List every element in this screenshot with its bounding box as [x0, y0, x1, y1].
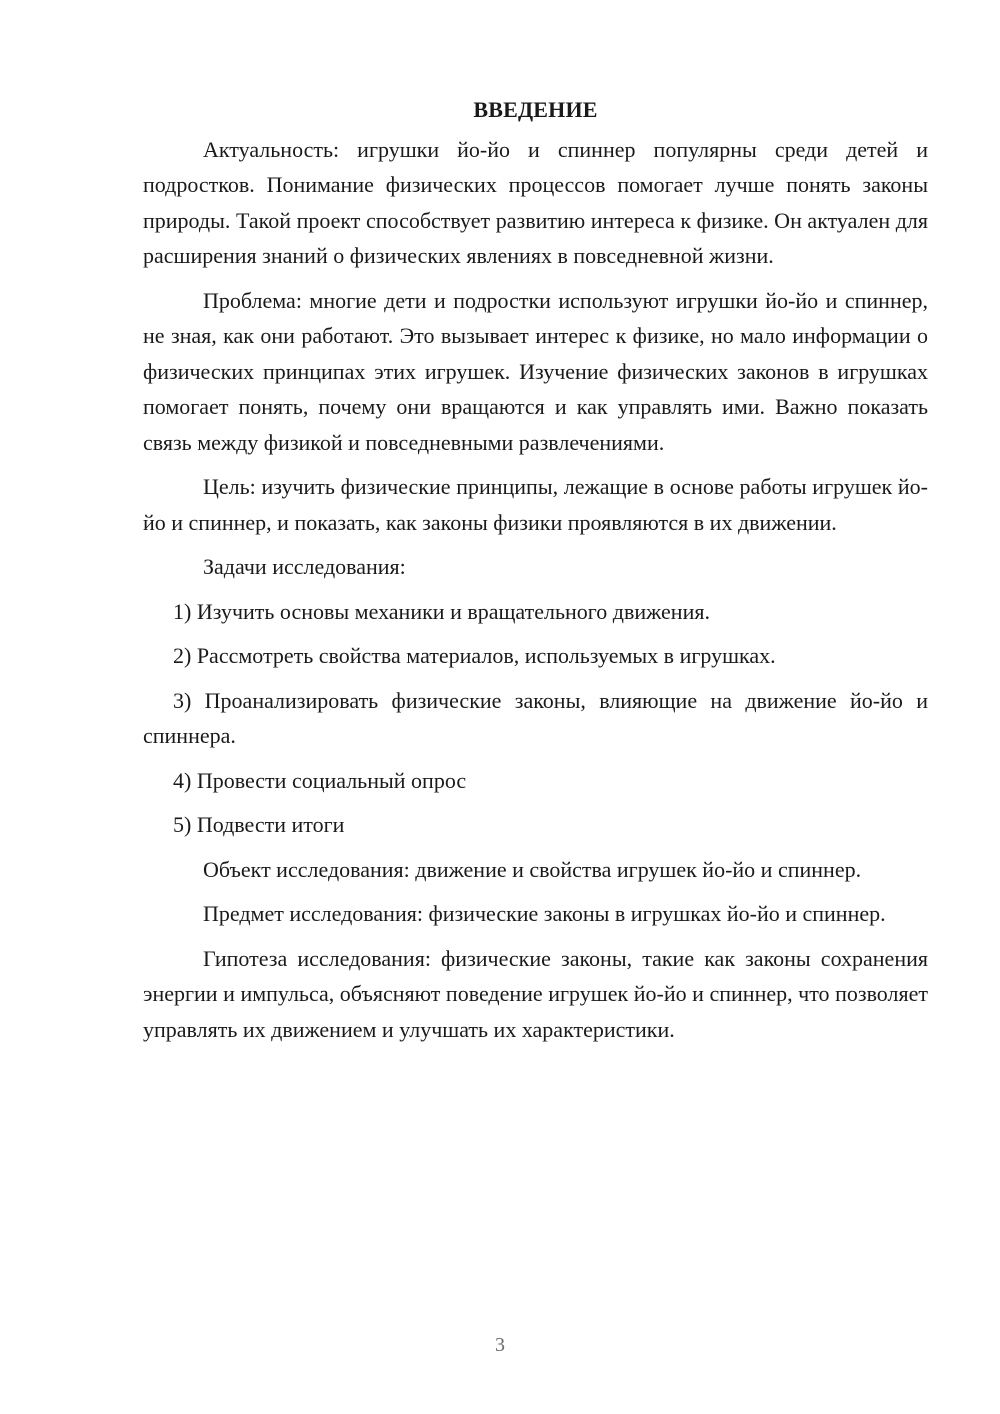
page-title: ВВЕДЕНИЕ [473, 97, 598, 122]
goal-paragraph: Цель: изучить физические принципы, лежащие в основе работы игрушек йо-йо и спиннер, и показать, как законы физики проявляются в их движении. [143, 474, 928, 535]
object-paragraph: Объект исследования: движение и свойства игрушек йо-йо и спиннер. [203, 856, 862, 882]
task-item: 4) Провести социальный опрос [173, 767, 467, 793]
task-item: 3) Проанализировать физические законы, влияющие на движение йо-йо и спиннера. [143, 687, 928, 748]
page-number: 3 [495, 1334, 505, 1356]
task-item: 5) Подвести итоги [173, 812, 345, 837]
hypothesis-paragraph: Гипотеза исследования: физические законы, такие как законы сохранения энергии и импульса, объясняют поведение игрушек йо-йо и спиннер, что позволяет управлять их движением и улучшать их характеристики. [143, 945, 928, 1042]
tasks-heading: Задачи исследования: [203, 554, 406, 579]
tasks-list [143, 594, 928, 843]
task-item: 1) Изучить основы механики и вращательного движения. [173, 598, 710, 624]
task-item: 2) Рассмотреть свойства материалов, используемых в игрушках. [173, 643, 776, 668]
subject-paragraph: Предмет исследования: физические законы в игрушках йо-йо и спиннер. [203, 901, 886, 926]
relevance-paragraph: Актуальность: игрушки йо-йо и спиннер популярны среди детей и подростков. Понимание физических процессов помогает лучше понять законы природы. Такой проект способствует развитию интереса к физике. Он актуален для расширения знаний о физических явлениях в повседневной жизни. [143, 136, 928, 268]
page-content [143, 92, 928, 1056]
problem-paragraph: Проблема: многие дети и подростки используют игрушки йо-йо и спиннер, не зная, как они работают. Это вызывает интерес к физике, но мало информации о физических принципах этих игрушек. Изучение физических законов в игрушках помогает понять, почему они вращаются и как управлять ими. Важно показать связь между физикой и повседневными развлечениями. [143, 287, 928, 455]
